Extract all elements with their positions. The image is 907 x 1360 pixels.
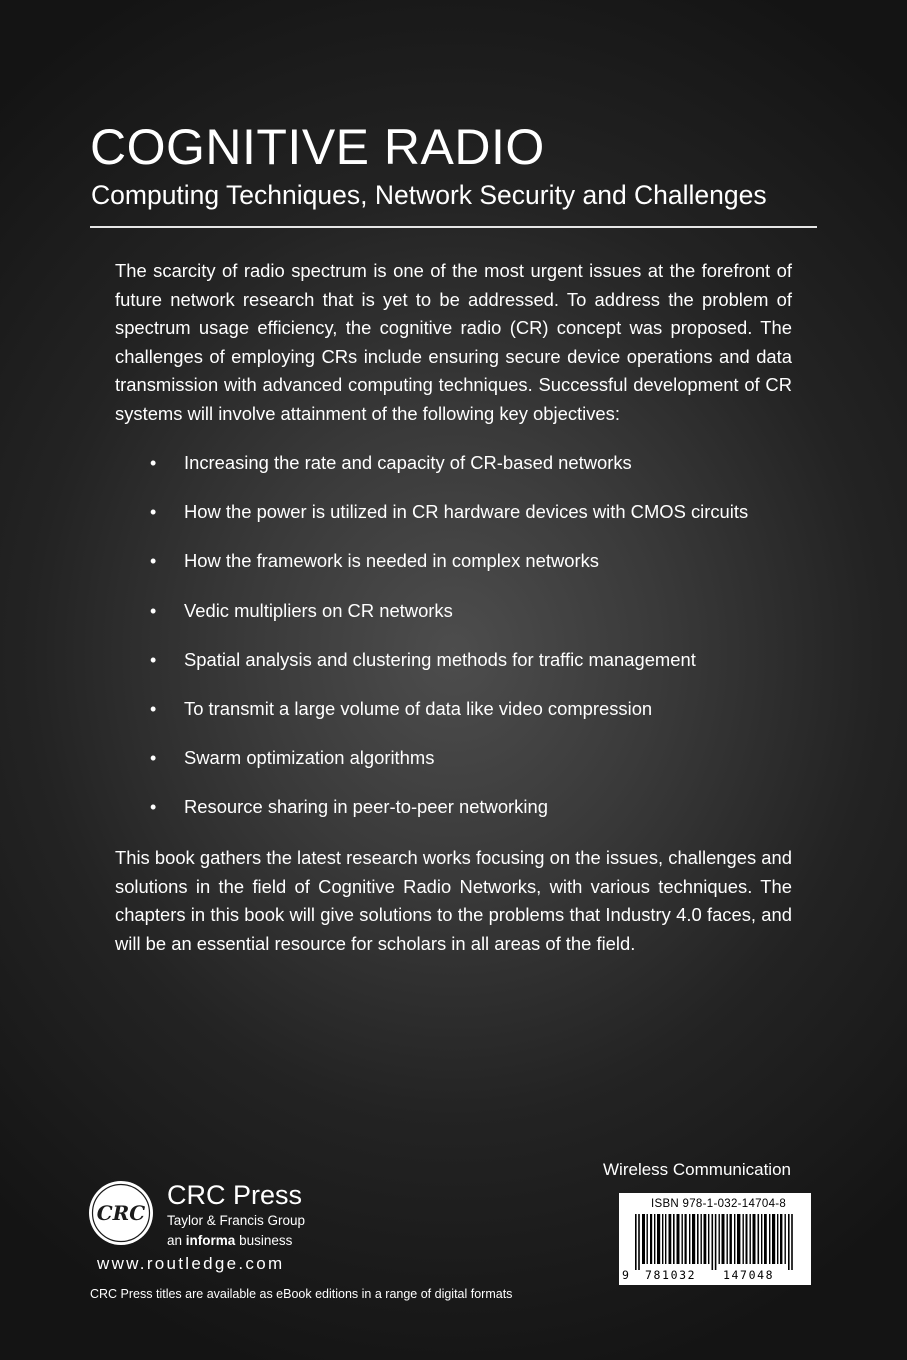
website-link[interactable]: www.routledge.com (97, 1254, 285, 1273)
bullet-icon: • (150, 797, 157, 818)
objective-text: Swarm optimization algorithms (184, 747, 435, 769)
objective-text: How the power is utilized in CR hardware devices with CMOS circuits (184, 501, 749, 523)
publisher-tagline (167, 1233, 292, 1248)
bullet-icon: • (150, 649, 157, 670)
objective-text: To transmit a large volume of data like video compression (184, 697, 653, 719)
title-divider (90, 226, 817, 228)
objective-text: Resource sharing in peer-to-peer networking (184, 796, 548, 818)
isbn-barcode (619, 1193, 811, 1285)
publisher-name: CRC Press (167, 1180, 303, 1210)
objective-text: Increasing the rate and capacity of CR-based networks (184, 452, 632, 473)
crc-press-logo-icon (88, 1180, 154, 1246)
bullet-icon: • (150, 748, 157, 769)
objective-text: How the framework is needed in complex networks (184, 550, 599, 572)
barcode-digit-prefix: 9 (622, 1268, 629, 1282)
book-title: COGNITIVE RADIO (90, 119, 545, 175)
barcode-bars-icon (631, 1214, 801, 1270)
isbn-label: ISBN 978-1-032-14704-8 (651, 1198, 787, 1210)
barcode-digits-left: 781032 (645, 1268, 697, 1282)
objective-text: Vedic multipliers on CR networks (184, 599, 453, 621)
closing-paragraph: This book gathers the latest research works focusing on the issues, challenges and solutions in the field of Cognitive Radio Networks, with various techniques. The chapters in this book will give solutions to the problems that Industry 4.0 faces, and will be an essential resource for scholars in all areas of the field. (115, 847, 792, 954)
series-label: Wireless Communication (603, 1160, 791, 1179)
book-subtitle: Computing Techniques, Network Security and Challenges (91, 180, 767, 210)
publisher-group: Taylor & Francis Group (167, 1213, 306, 1228)
bullet-icon: • (150, 551, 157, 572)
ebook-note: CRC Press titles are available as eBook editions in a range of digital formats (90, 1287, 513, 1301)
logo-text: CRC (96, 1201, 146, 1225)
bullet-icon: • (150, 698, 157, 719)
bullet-icon: • (150, 453, 157, 473)
tagline-suffix: business (239, 1233, 293, 1248)
barcode-digits-right: 147048 (723, 1268, 775, 1282)
bullet-icon: • (150, 502, 157, 523)
tagline-prefix: an (167, 1233, 183, 1248)
intro-paragraph: The scarcity of radio spectrum is one of the most urgent issues at the forefront of future network research that is yet to be addressed. To address the problem of spectrum usage efficiency, the cognitive radio (CR) concept was proposed. The challenges of employing CRs include ensuring secure device operations and data transmission with advanced computing techniques. Successful development of CR systems will involve attainment of the following key objectives: (115, 260, 792, 424)
bullet-icon: • (150, 600, 157, 621)
tagline-brand: informa (185, 1233, 236, 1248)
objective-text: Spatial analysis and clustering methods for traffic management (184, 648, 696, 670)
